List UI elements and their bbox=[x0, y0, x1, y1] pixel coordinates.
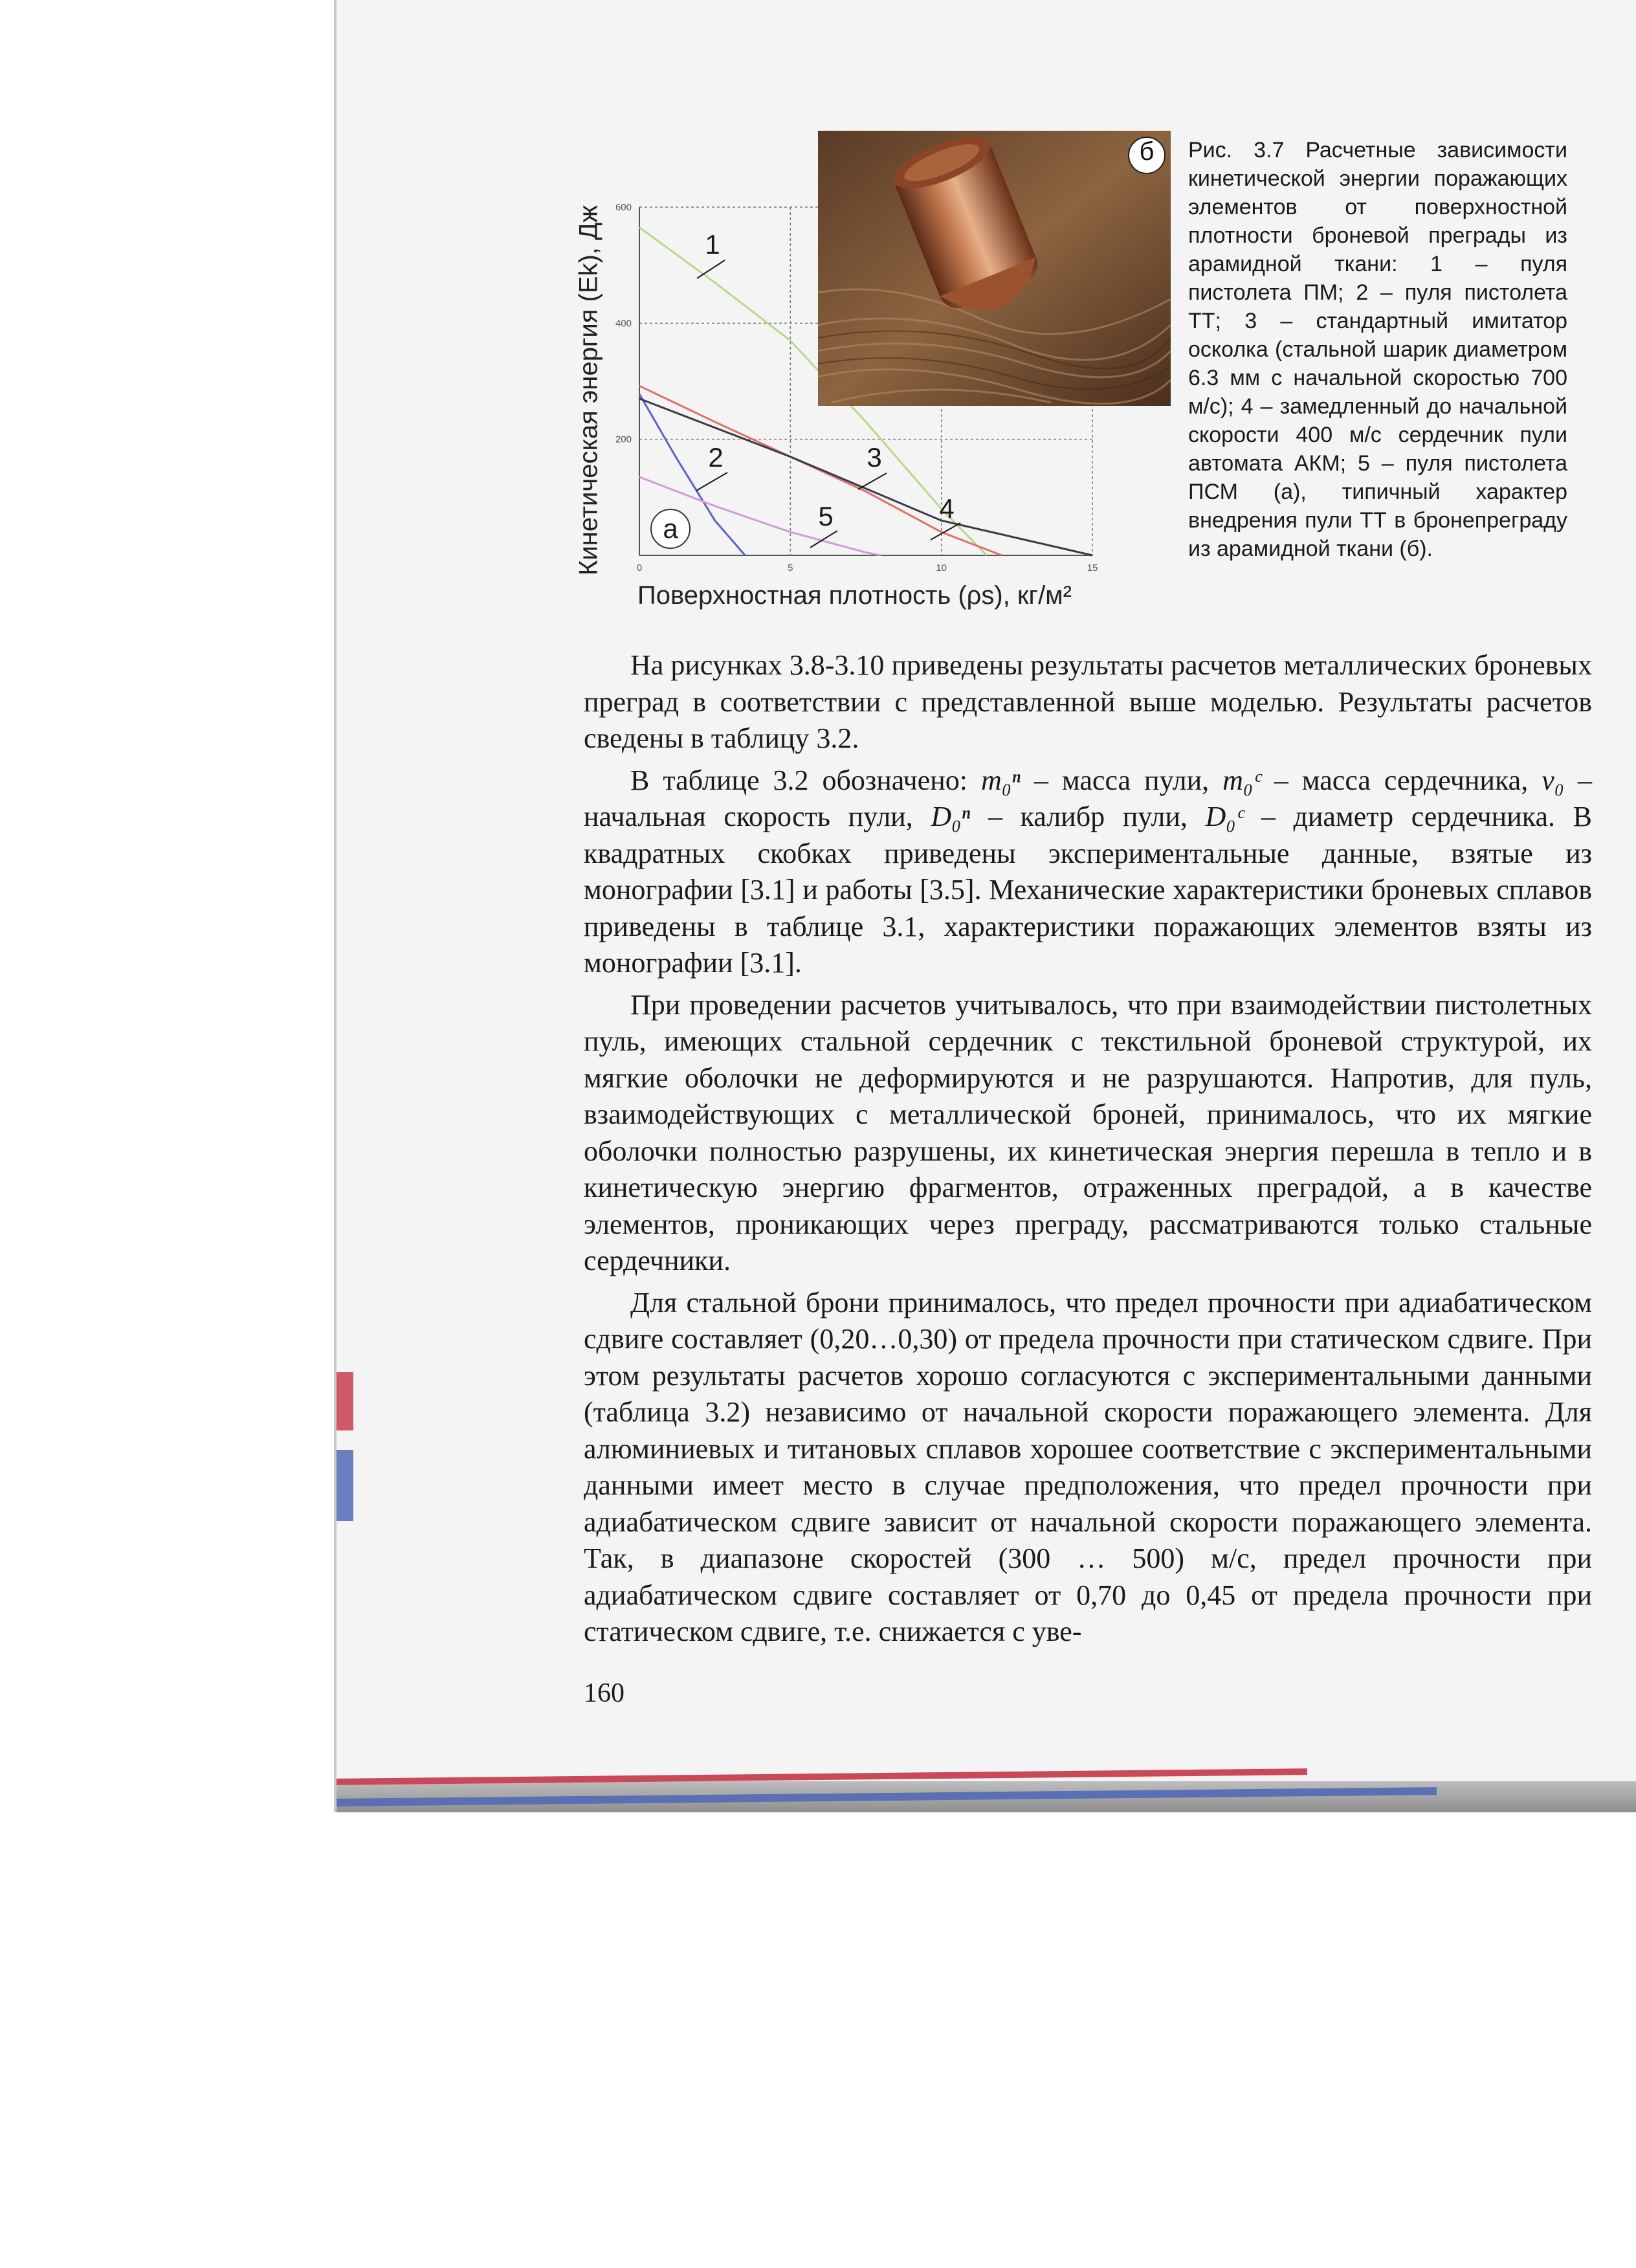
curve-label-4: 4 bbox=[939, 493, 955, 524]
symbol-D0c: D₀ᶜ bbox=[1205, 801, 1244, 832]
panel-label-text: а bbox=[663, 513, 678, 544]
curve-label-1: 1 bbox=[705, 229, 720, 260]
y-axis-label: Кинетическая энергия (Ek), Дж bbox=[574, 205, 603, 575]
bullet-in-fabric-photo bbox=[818, 131, 1171, 406]
symbol-v0: v₀ bbox=[1542, 764, 1565, 796]
symbol-D0n: D₀ⁿ bbox=[931, 801, 971, 832]
paragraph-3: При проведении расчетов учитывалось, что при взаимодействии пистолетных пуль, имеющих стальной сердечник с текстильной броневой структурой, их мягкие оболочки не деформируются и не разрушаются. Напротив, для пуль, взаимодействующих с металлической броней, принималось, что их мягкие оболочки полностью разрушены, их кинетическая энергия перешла в тепло и в кинетическую энергию фрагментов, отраженных преградой, а в качестве элементов, проникающих через преграду, рассматриваются только стальные сердечники. bbox=[584, 988, 1592, 1276]
page-number: 160 bbox=[584, 1678, 625, 1708]
panel-label-a bbox=[651, 509, 690, 548]
symbol-m0c: m₀ᶜ bbox=[1222, 764, 1261, 796]
body-text bbox=[584, 647, 1592, 1651]
curve-label-leader bbox=[697, 260, 725, 278]
curve-label-2: 2 bbox=[708, 442, 724, 472]
paragraph-1: На рисунках 3.8-3.10 приведены результаты расчетов металлических броневых преград в соответствии с представленной выше моделью. Результаты расчетов сведены в таблицу 3.2. bbox=[584, 649, 1592, 754]
paragraph-2: В таблице 3.2 обозначено: m₀ⁿ – масса пули, m₀ᶜ – масса сердечника, v₀ – начальная скорость пули, D₀ⁿ – калибр пули, D₀ᶜ – диаметр сердечника. В квадратных скобках приведены экспериментальные данные, взятые из монографии [3.1] и работы [3.5]. Механические характеристики броневых сплавов приведены в таблице 3.1, характеристики поражающих элементов взяты из монографии [3.1]. bbox=[584, 764, 1593, 979]
curve-label-leader bbox=[696, 472, 727, 491]
x-tick-label: 15 bbox=[1087, 562, 1098, 573]
x-tick-label: 10 bbox=[936, 562, 947, 573]
y-tick-label: 400 bbox=[615, 318, 632, 329]
y-tick-label: 600 bbox=[615, 202, 632, 213]
photo-label: б bbox=[1139, 137, 1155, 166]
x-tick-label: 0 bbox=[636, 562, 643, 573]
curve-label-5: 5 bbox=[818, 501, 834, 531]
x-tick-label: 5 bbox=[788, 562, 793, 573]
edge-mark-blue bbox=[337, 1450, 353, 1521]
paragraph-4: Для стальной брони принималось, что предел прочности при адиабатическом сдвиге составляет (0,20…0,30) от предела прочности при статическом сдвиге. При этом результаты расчетов хорошо согласуются с экспериментальными данными (таблица 3.2) независимо от начальной скорости поражающего элемента. Для алюминиевых и титановых сплавов хорошее соответствие с экспериментальными данными имеет место в случае предположения, что предел прочности при адиабатическом сдвиге зависит от начальной скорости поражающего элемента. Так, в диапазоне скоростей (300 … 500) м/с, предел прочности при адиабатическом сдвиге составляет от 0,70 до 0,45 от предела прочности при статическом сдвиге, т.е. снижается с уве- bbox=[584, 1286, 1592, 1647]
figure-caption: Рис. 3.7 Расчетные зависимости кинетической энергии поражающих элементов от поверхностной плотности броневой преграды из арамидной ткани: 1 – пуля пистолета ПМ; 2 – пуля пистолета ТТ; 3 – стандартный имитатор осколка (стальной шарик диаметром 6.3 мм с начальной скоростью 700 м/с); 4 – замедленный до начальной скорости 400 м/с сердечник пули автомата АКМ; 5 – пуля пистолета ПСМ (а), типичный характер внедрения пули ТТ в бронепреграду из арамидной ткани (б). bbox=[1188, 138, 1567, 561]
curve-label-leader bbox=[858, 473, 887, 489]
x-axis-label: Поверхностная плотность (ρs), кг/м² bbox=[637, 581, 1072, 610]
edge-mark-red bbox=[337, 1372, 353, 1430]
curve-label-3: 3 bbox=[867, 442, 882, 472]
y-tick-label: 200 bbox=[615, 434, 632, 445]
symbol-m0n: m₀ⁿ bbox=[980, 764, 1021, 796]
